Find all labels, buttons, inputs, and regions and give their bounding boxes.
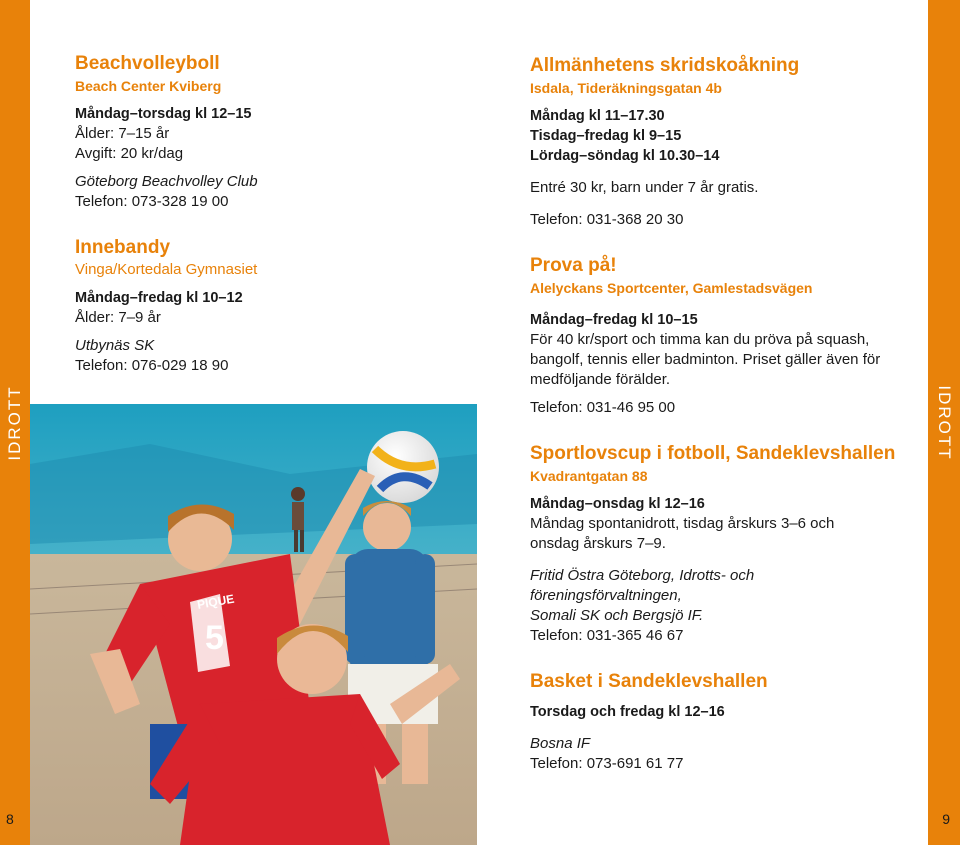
beachvolley-venue: Beach Center Kviberg [75,78,222,94]
basket-title: Basket i Sandeklevshallen [530,671,768,692]
beachvolley-organizer: Göteborg Beachvolley Club [75,173,258,190]
prova-desc-3: medföljande förälder. [530,371,671,388]
sportlov-organizers-2: Somali SK och Bergsjö IF. [530,607,704,624]
skating-time-2: Tisdag–fredag kl 9–15 [530,128,682,144]
basket-phone: Telefon: 073-691 61 77 [530,755,684,772]
page-number-left: 8 [6,811,14,827]
right-column [530,54,910,774]
prova-venue: Alelyckans Sportcenter, Gamlestadsvägen [530,280,813,296]
sportlov-venue: Kvadrantgatan 88 [530,468,648,484]
sportlov-phone: Telefon: 031-365 46 67 [530,627,684,644]
beachvolley-title: Beachvolleyboll [75,53,220,74]
sportlov-section [530,442,910,646]
sportlov-title: Sportlovscup i fotboll, Sandeklevshallen [530,443,896,464]
beachvolley-fee: Avgift: 20 kr/dag [75,145,184,162]
prova-section [530,254,910,418]
skating-title: Allmänhetens skridskoåkning [530,55,800,76]
beach-volleyball-photo [30,404,477,845]
beachvolley-schedule: Måndag–torsdag kl 12–15 [75,106,252,122]
innebandy-phone: Telefon: 076-029 18 90 [75,357,229,374]
prova-desc-2: bangolf, tennis eller badminton. Priset gäller även för [530,351,881,368]
skating-entry: Entré 30 kr, barn under 7 år gratis. [530,179,759,196]
left-side-bar [0,0,30,845]
left-section-label: IDROTT [5,385,24,461]
beachvolley-phone: Telefon: 073-328 19 00 [75,193,229,210]
prova-desc-1: För 40 kr/sport och timma kan du pröva på squash, [530,331,870,348]
innebandy-title: Innebandy [75,237,171,258]
page-number-right: 9 [942,811,950,827]
shirt-number: 5 [205,619,224,657]
sportlov-organizers-1: Fritid Östra Göteborg, Idrotts- och föreningsförvaltningen, [530,567,755,604]
volleyball [367,431,439,503]
skating-time-1: Måndag kl 11–17.30 [530,108,665,124]
photo-illustration [30,404,477,845]
innebandy-section [75,236,415,376]
shirt-name: PIQUE [196,591,236,612]
beachvolley-section [75,52,415,212]
innebandy-organizer: Utbynäs SK [75,337,155,354]
prova-schedule: Måndag–fredag kl 10–15 [530,312,698,328]
basket-section [530,670,910,774]
right-section-label: IDROTT [935,385,954,461]
sportlov-desc-1: Måndag spontanidrott, tisdag årskurs 3–6 och [530,515,835,532]
basket-organizer: Bosna IF [530,735,591,752]
prova-phone: Telefon: 031-46 95 00 [530,399,676,416]
innebandy-age: Ålder: 7–9 år [75,309,161,326]
skating-venue: Isdala, Tideräkningsgatan 4b [530,80,722,96]
skating-time-3: Lördag–söndag kl 10.30–14 [530,148,720,164]
prova-title: Prova på! [530,255,617,276]
basket-schedule: Torsdag och fredag kl 12–16 [530,704,725,720]
innebandy-schedule: Måndag–fredag kl 10–12 [75,290,243,306]
beachvolley-age: Ålder: 7–15 år [75,125,170,142]
skating-phone: Telefon: 031-368 20 30 [530,211,684,228]
right-side-bar [928,0,960,845]
skating-section [530,54,910,230]
left-column [75,52,415,376]
sportlov-desc-2: onsdag årskurs 7–9. [530,535,666,552]
sportlov-schedule: Måndag–onsdag kl 12–16 [530,496,705,512]
innebandy-venue: Vinga/Kortedala Gymnasiet [75,261,258,278]
